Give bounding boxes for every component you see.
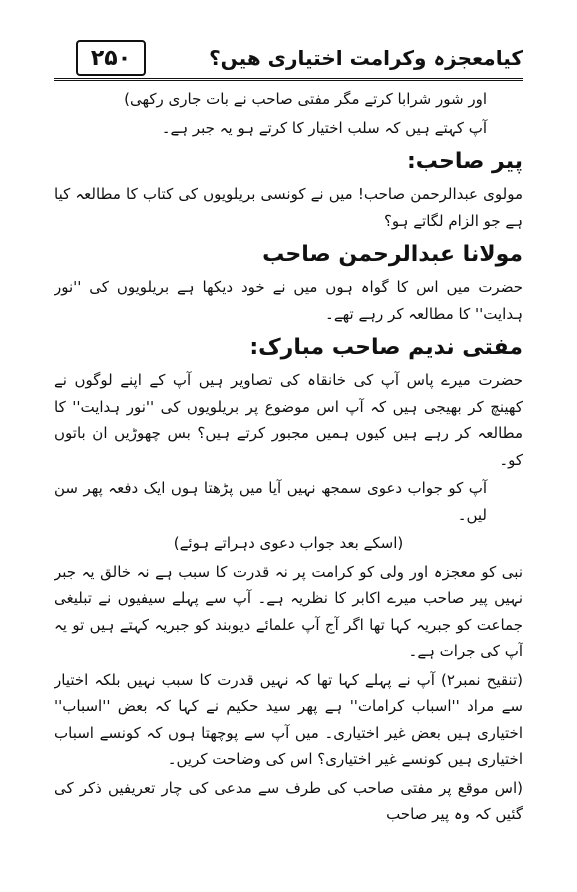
speaker-heading-abdul-rahman: مولانا عبدالرحمن صاحب	[262, 242, 523, 267]
paragraph-9: (تنقیح نمبر۲) آپ نے پہلے کہا تھا کہ نہیں قدرت کا سبب نہیں بلکہ اختیار سے مراد ''اسباب کرامات'' ہے پھر سید حکیم نے کہا کہ بعض ''اسباب'' اختیاری ہیں بعض غیر اختیاری۔ میں آپ سے پوچھتا ہوں کہ کونسے اسباب اختیاری ہیں کونسے غیر اختیاری؟ اس کی وضاحت کریں۔	[54, 670, 523, 768]
header-divider	[54, 78, 523, 81]
running-title: کیامعجزہ وکرامت اختیاری ھیں؟	[209, 46, 523, 70]
paragraph-1: اور شور شرابا کرتے مگر مفتی صاحب نے بات جاری رکھی)	[124, 90, 487, 108]
paragraph-2: آپ کہتے ہیں کہ سلب اختیار کا کرتے ہو یہ جبر ہے۔	[161, 118, 487, 137]
paragraph-7: (اسکے بعد جواب دعوی دہراتے ہوئے)	[173, 534, 404, 552]
paragraph-10: (اس موقع پر مفتی صاحب کی طرف سے مدعی کی چار تعریفیں ذکر کی گئیں کہ وہ پیر صاحب	[54, 778, 523, 823]
paragraph-8: نبی کو معجزہ اور ولی کو کرامت پر نہ قدرت کا سبب ہے نہ خالق یہ جبر نہیں پیر صاحب میرے اکابر کا نظریہ ہے۔ آپ سے پہلے سیفیوں نے تبلیغی جماعت کو جبریہ کہا تھا اگر آج آپ علمائے دیوبند کو جبریہ کہتے ہیں تو یہ آپ کی جرات ہے۔	[54, 562, 523, 660]
paragraph-3: مولوی عبدالرحمن صاحب! میں نے کونسی بریلویوں کی کتاب کا مطالعہ کیا ہے جو الزام لگاتے ہو؟	[54, 185, 523, 230]
paragraph-4: حضرت میں اس کا گواہ ہوں میں نے خود دیکھا ہے بریلویوں کی ''نور ہدایت'' کا مطالعہ کر رہے تھے۔	[54, 278, 523, 323]
page-number	[76, 40, 146, 76]
page-body	[54, 86, 523, 862]
page-number-text: ۲۵۰	[90, 45, 132, 71]
speaker-heading-mufti-nadeem: مفتی ندیم صاحب مبارک:	[249, 335, 523, 360]
paragraph-6: آپ کو جواب دعوی سمجھ نہیں آیا میں پڑھتا ہوں ایک دفعہ پھر سن لیں۔	[54, 479, 487, 524]
paragraph-5: حضرت میرے پاس آپ کی خانقاہ کی تصاویر ہیں آپ کے اپنے لوگوں نے کھینچ کر بھیجی ہیں کہ آپ اس موضوع پر بریلویوں کی ''نور ہدایت'' کا مطالعہ کر رہے ہیں کیوں ہمیں مجبور کرتے ہیں؟ بس چھوڑیں ان باتوں کو۔	[54, 371, 523, 469]
speaker-heading-pir-sahib: پیر صاحب:	[406, 149, 523, 174]
